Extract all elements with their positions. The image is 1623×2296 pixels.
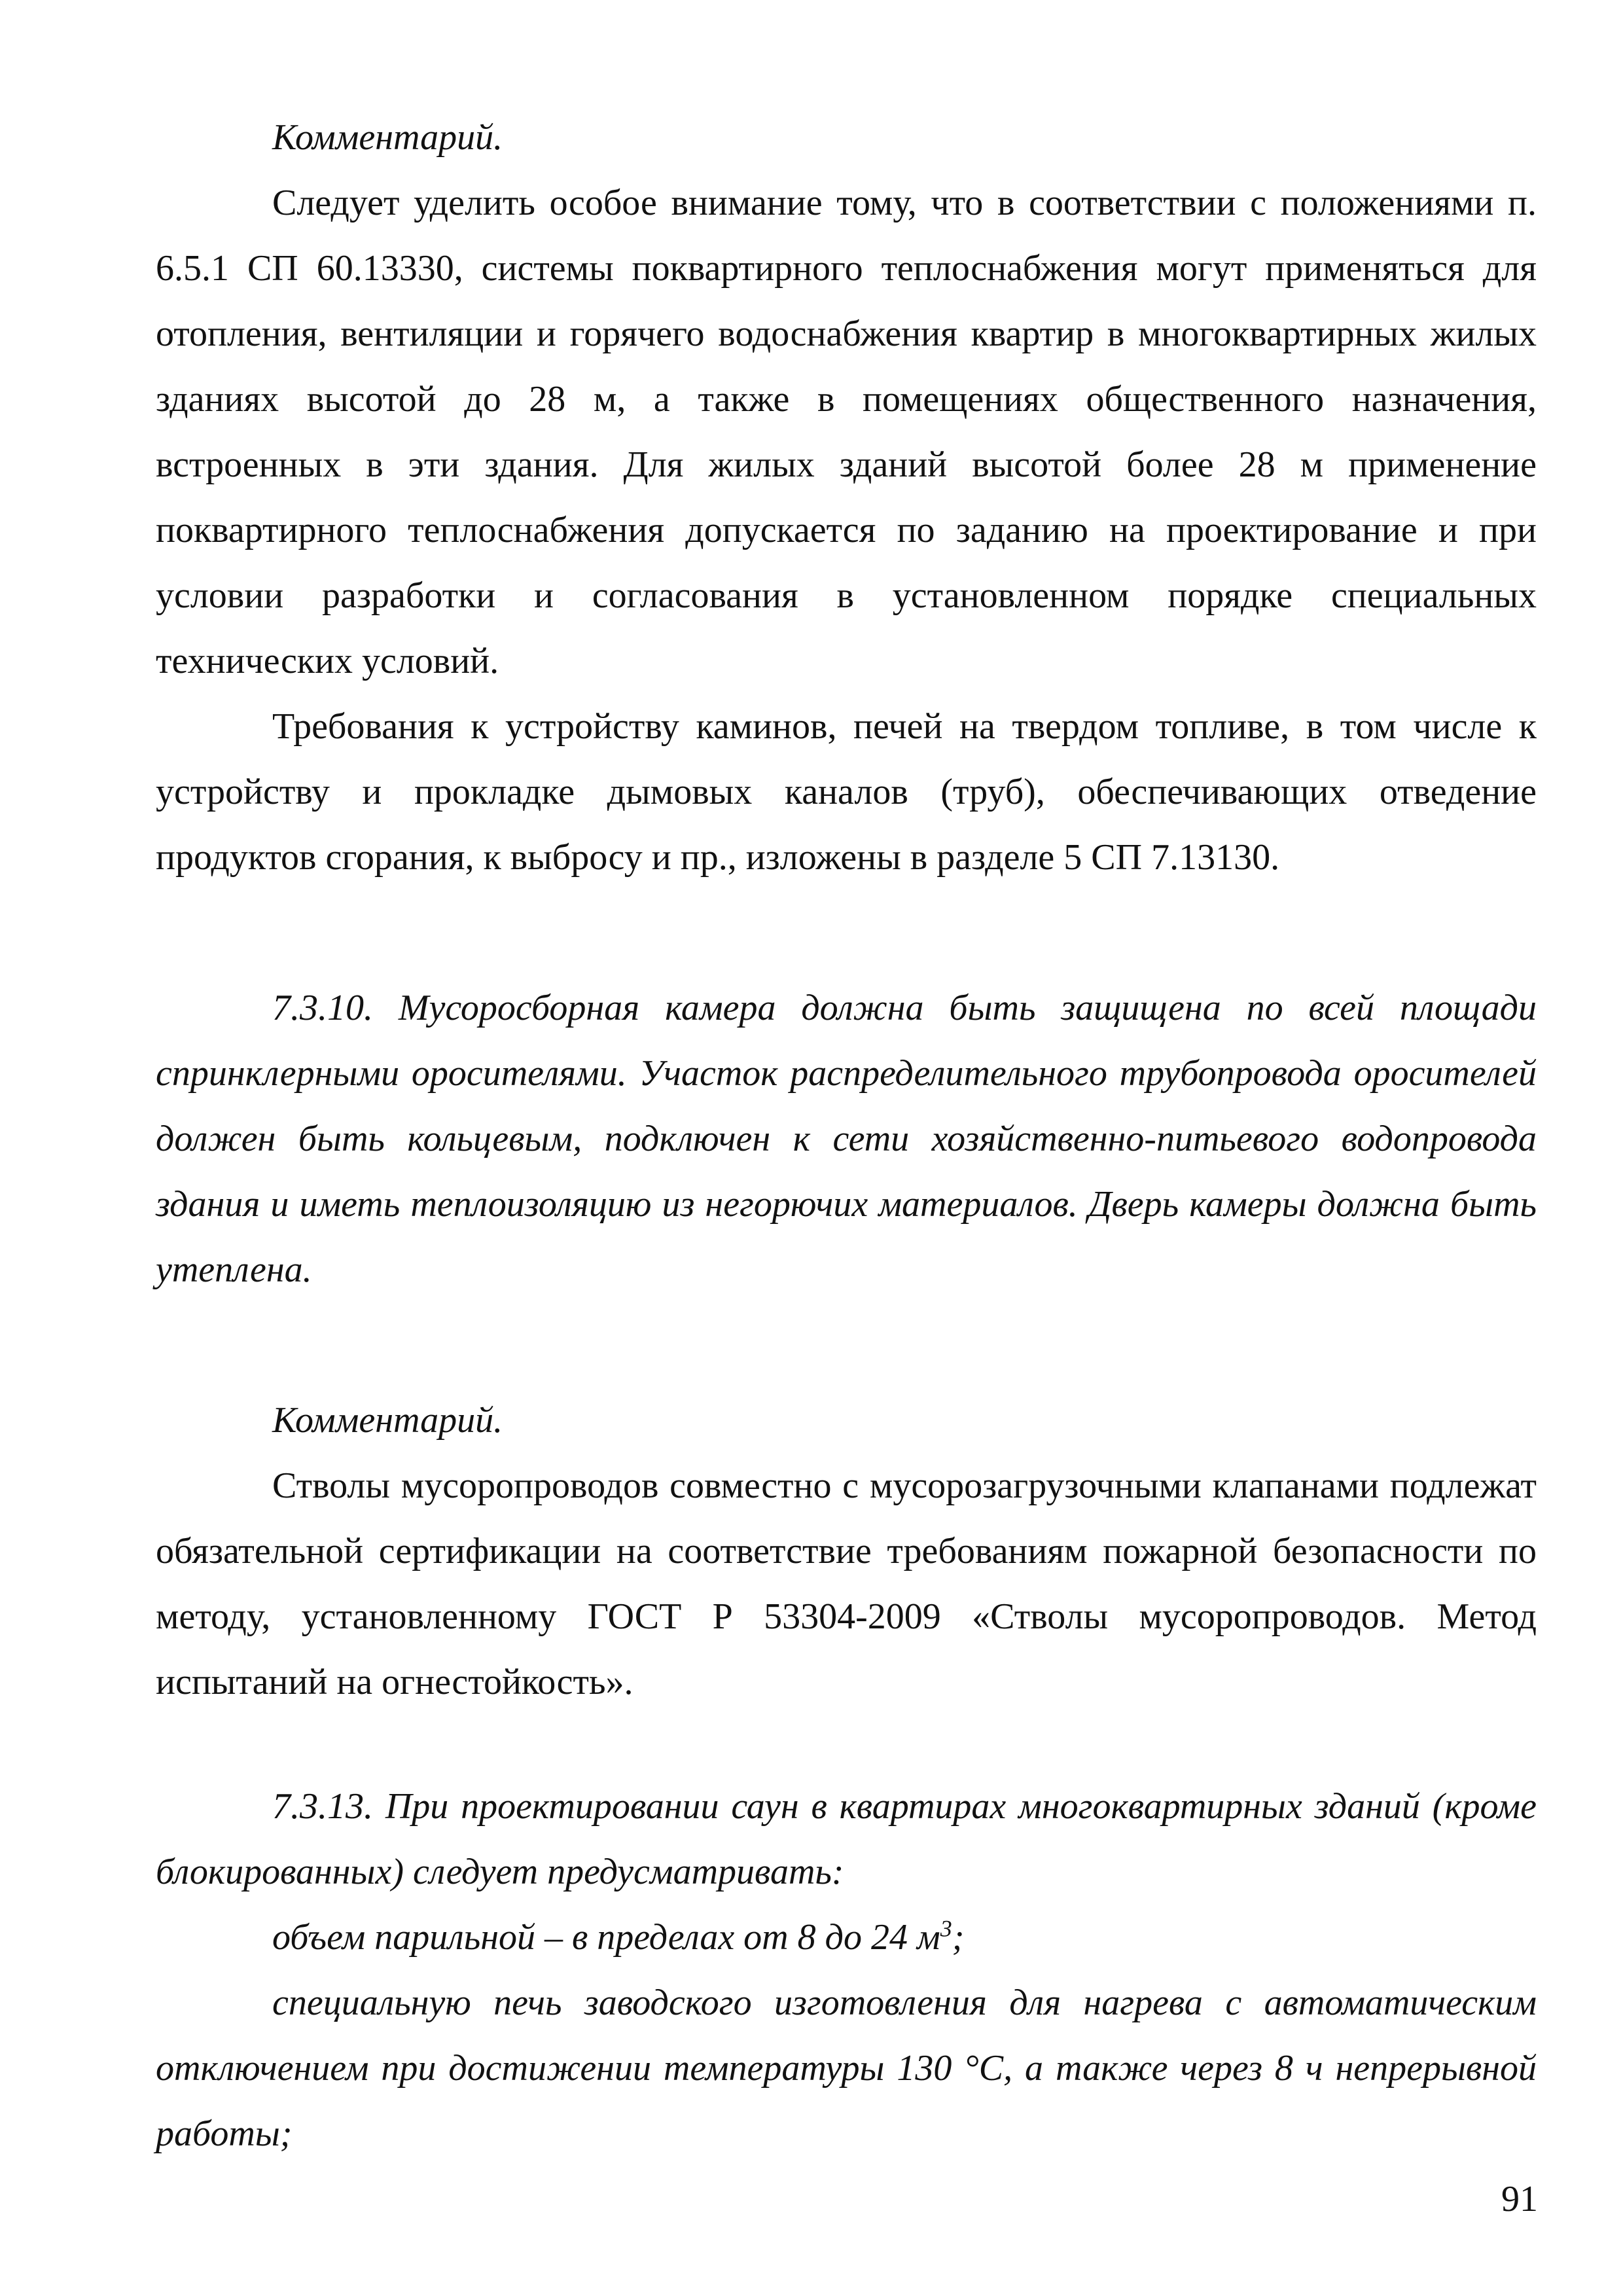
clause-7-3-10: 7.3.10. Мусоросборная камера должна быть защищена по всей площади спринклерными оросителями. Участок распределительного трубопровода оросителей должен быть кольцевым, подключен к сети хозяйственно-питьевого водопровода здания и иметь теплоизоляцию из негорючих материалов. Дверь камеры должна быть утеплена. — [156, 988, 1537, 1290]
item-end: ; — [952, 1917, 965, 1958]
document-page — [156, 105, 1537, 2166]
comment-paragraph: Стволы мусоропроводов совместно с мусорозагрузочными клапанами подлежат обязательной сертификации на соответствие требованиям пожарной безопасности по методу, установленному ГОСТ Р 53304-2009 «Стволы мусоропроводов. Метод испытаний на огнестойкость». — [156, 1465, 1537, 1702]
clause-7-3-13-intro: 7.3.13. При проектировании саун в квартирах многоквартирных зданий (кроме блокированных) следует предусматривать: — [156, 1786, 1537, 1892]
comment-paragraph: Следует уделить особое внимание тому, что в соответствии с положениями п. 6.5.1 СП 60.13330, системы поквартирного теплоснабжения могут применяться для отопления, вентиляции и горячего водоснабжения квартир в многоквартирных жилых зданиях высотой до 28 м, а также в помещениях общественного назначения, встроенных в эти здания. Для жилых зданий высотой более 28 м применение поквартирного теплоснабжения допускается по заданию на проектирование и при условии разработки и согласования в установленном порядке специальных технических условий. — [156, 183, 1537, 681]
clause-7-3-13-item — [156, 1905, 1537, 1970]
item-text: объем парильной – в пределах от 8 до 24 м — [272, 1917, 940, 1958]
superscript: 3 — [940, 1915, 952, 1942]
spacer — [156, 1302, 1537, 1388]
comment-heading: Комментарий. — [272, 1400, 503, 1441]
spacer — [156, 890, 1537, 975]
comment-paragraph: Требования к устройству каминов, печей на твердом топливе, в том числе к устройству и прокладке дымовых каналов (труб), обеспечивающих отведение продуктов сгорания, к выбросу и пр., изложены в разделе 5 СП 7.13130. — [156, 706, 1537, 878]
comment-heading: Комментарий. — [272, 117, 503, 158]
clause-7-3-13-item: специальную печь заводского изготовления для нагрева с автоматическим отключением при достижении температуры 130 °С, а также через 8 ч непрерывной работы; — [156, 1982, 1537, 2154]
page-number: 91 — [1501, 2179, 1538, 2219]
spacer — [156, 1715, 1537, 1774]
